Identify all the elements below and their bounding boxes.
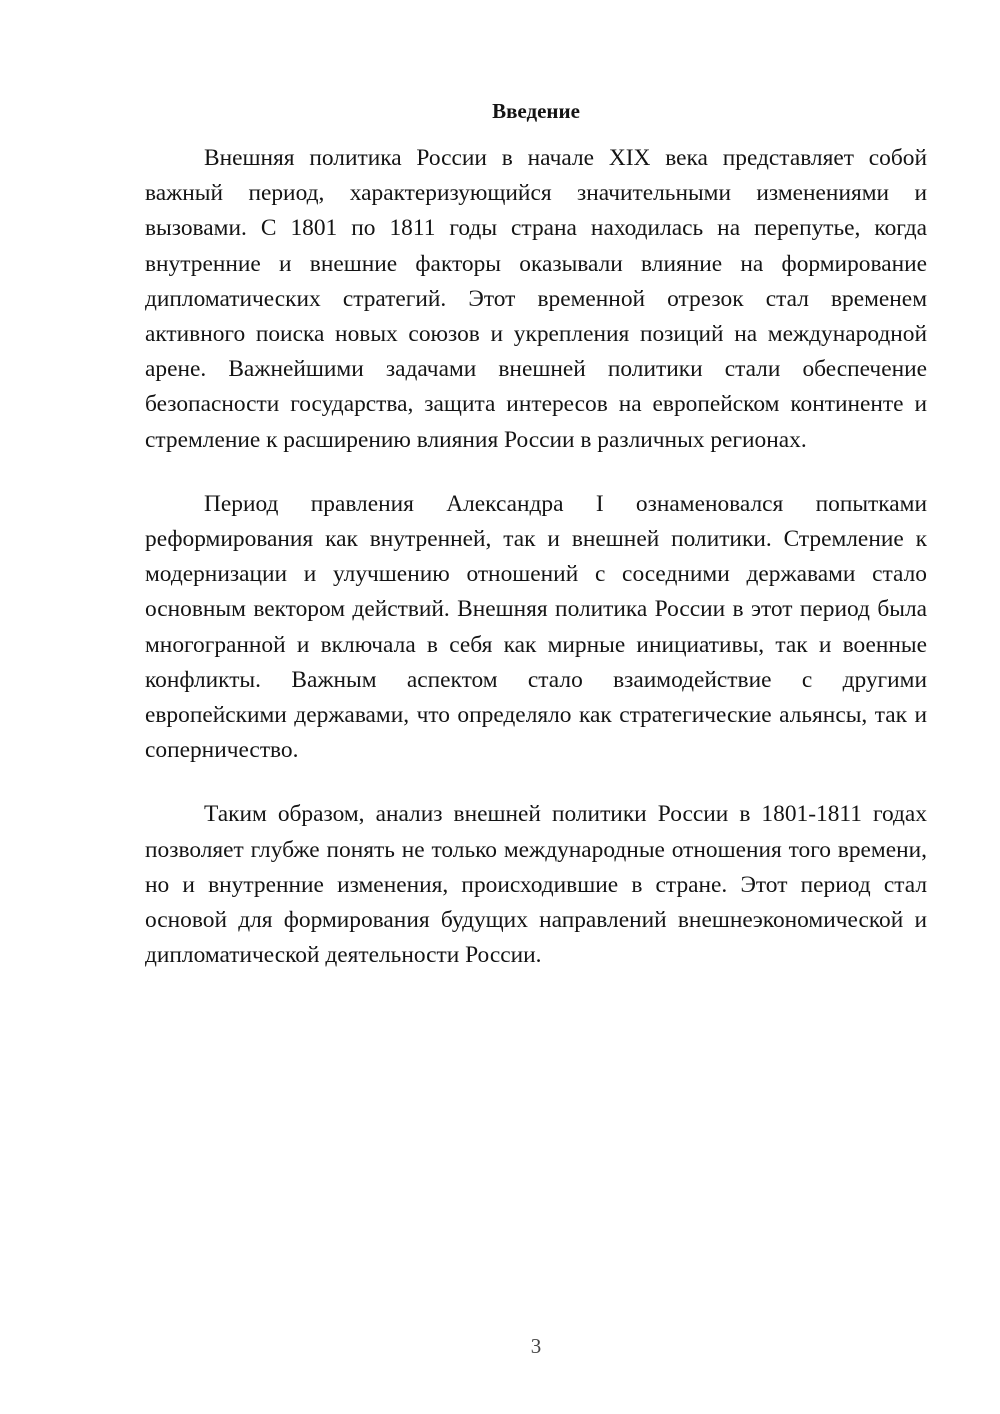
page-number: 3	[530, 1334, 542, 1358]
paragraph-2: Период правления Александра I ознаменовался попытками реформирования как внутренней, так и внешней политики. Стремление к модернизации и улучшению отношений с соседними державами стало основным вектором действий. Внешняя политика России в этот период была многогранной и включала в себя как мирные инициативы, так и военные конфликты. Важным аспектом стало взаимодействие с другими европейскими державами, что определяло как стратегические альянсы, так и соперничество.	[145, 490, 927, 764]
paragraph-1: Внешняя политика России в начале XIX века представляет собой важный период, характеризующийся значительными изменениями и вызовами. С 1801 по 1811 годы страна находилась на перепутье, когда внутренние и внешние факторы оказывали влияние на формирование дипломатических стратегий. Этот временной отрезок стал временем активного поиска новых союзов и укрепления позиций на международной арене. Важнейшими задачами внешней политики стали обеспечение безопасности государства, защита интересов на европейском континенте и стремление к расширению влияния России в различных регионах.	[145, 145, 927, 453]
paragraph-3: Таким образом, анализ внешней политики России в 1801-1811 годах позволяет глубже понять не только международные отношения того времени, но и внутренние изменения, происходившие в стране. Этот период стал основой для формирования будущих направлений внешнеэкономической и дипломатической деятельности России.	[145, 801, 927, 969]
body-text	[145, 141, 927, 1002]
section-heading: Введение	[492, 99, 580, 123]
